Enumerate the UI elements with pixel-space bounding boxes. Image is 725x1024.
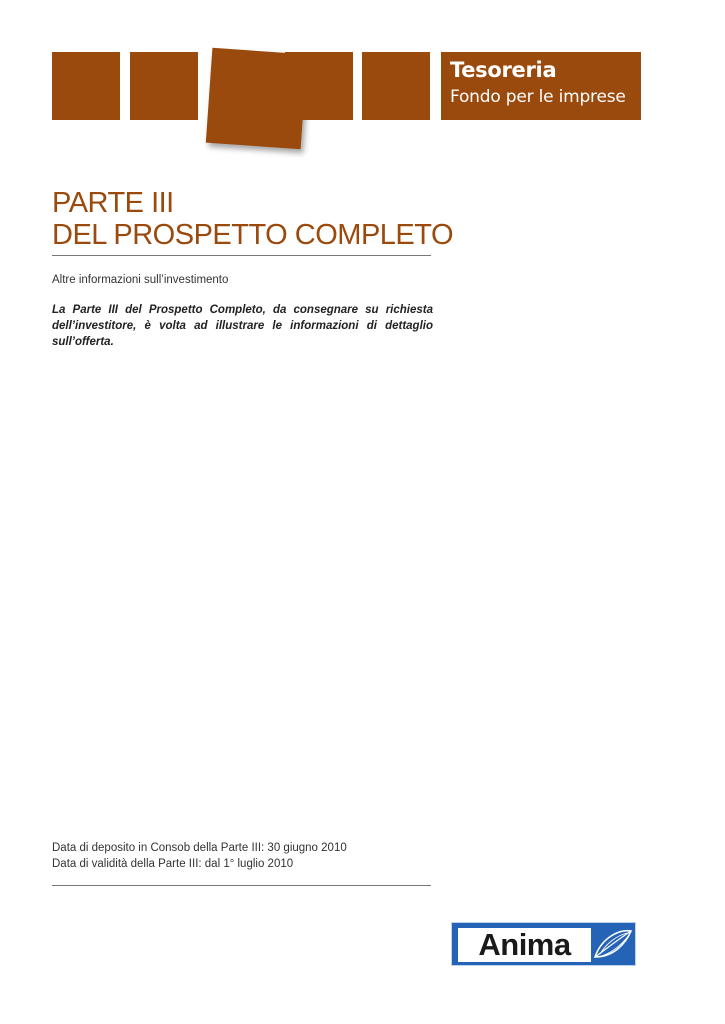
deposit-date: Data di deposito in Consob della Parte III: 30 giugno 2010 [52,842,347,854]
product-name: Tesoreria [450,58,557,82]
title-line-2: DEL PROSPETTO COMPLETO [52,219,454,251]
product-subtitle: Fondo per le imprese [450,87,626,107]
document-title [52,187,472,251]
product-header-box [441,52,641,120]
intro-paragraph: La Parte III del Prospetto Completo, da consegnare su richiesta dell’investitore, è volta ad illustrare le informazioni di dettaglio sull’offerta. [52,304,433,348]
decorative-square [52,52,120,120]
logo-text-box [458,928,591,962]
validity-date: Data di validità della Parte III: dal 1° luglio 2010 [52,858,294,870]
title-line-1: PARTE III [52,187,174,219]
decorative-square [362,52,430,120]
decorative-square [285,52,353,120]
leaf-swirl-icon [592,927,634,963]
logo-text: Anima [478,927,571,962]
section-label: Altre informazioni sull’investimento [52,274,229,286]
footer-divider [52,885,431,886]
dates-block [52,840,347,872]
decorative-square [130,52,198,120]
anima-logo [451,922,636,966]
title-divider [52,255,431,256]
